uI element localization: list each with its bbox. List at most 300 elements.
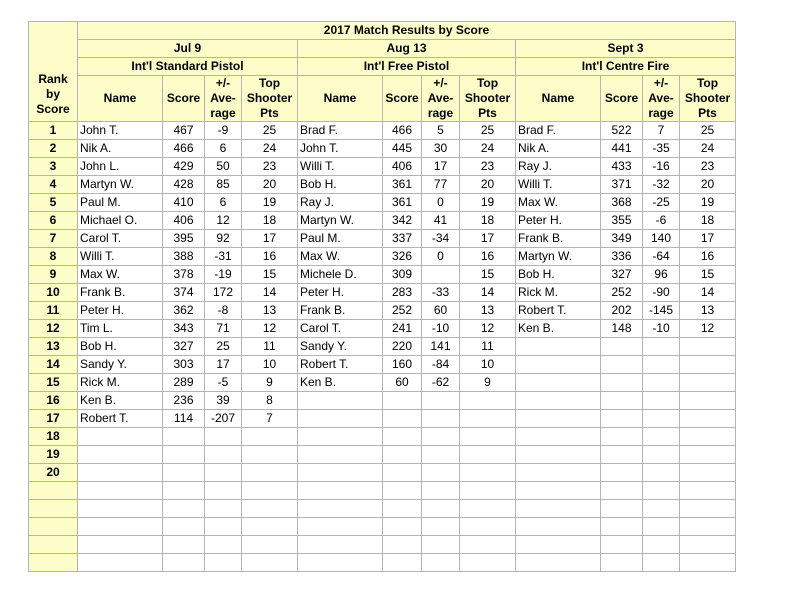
pts-cell: 12 <box>242 320 298 338</box>
rank-cell: 3 <box>29 158 78 176</box>
name-cell: Ray J. <box>298 194 383 212</box>
name-cell <box>298 482 383 500</box>
name-cell: Bob H. <box>298 176 383 194</box>
match-date-1: Jul 9 <box>78 40 298 58</box>
avg-cell: -33 <box>422 284 460 302</box>
pts-header-line-2: Shooter <box>684 91 731 105</box>
name-cell <box>516 464 601 482</box>
score-cell <box>383 518 422 536</box>
name-cell: Michele D. <box>298 266 383 284</box>
pts-header-1 <box>242 76 298 122</box>
name-header-3 <box>516 76 601 122</box>
pts-cell: 15 <box>680 266 736 284</box>
rank-cell <box>29 482 78 500</box>
name-cell <box>516 446 601 464</box>
score-cell: 433 <box>601 158 643 176</box>
score-cell <box>601 374 643 392</box>
rank-cell <box>29 518 78 536</box>
pts-cell: 20 <box>460 176 516 194</box>
name-cell: Sandy Y. <box>78 356 163 374</box>
name-cell: Max W. <box>78 266 163 284</box>
rank-cell: 13 <box>29 338 78 356</box>
pts-cell: 10 <box>460 356 516 374</box>
pts-cell <box>242 464 298 482</box>
pts-cell: 17 <box>242 230 298 248</box>
score-cell: 327 <box>163 338 205 356</box>
pts-cell <box>242 500 298 518</box>
score-cell <box>383 446 422 464</box>
pts-cell <box>242 518 298 536</box>
pts-cell <box>680 482 736 500</box>
avg-cell <box>643 428 680 446</box>
name-cell: Paul M. <box>78 194 163 212</box>
avg-header-line-1: +/- <box>433 76 448 90</box>
score-cell: 371 <box>601 176 643 194</box>
pts-header-line-1: Top <box>696 76 719 90</box>
avg-cell <box>205 500 242 518</box>
name-cell <box>78 482 163 500</box>
score-cell: 252 <box>383 302 422 320</box>
name-header-1 <box>78 76 163 122</box>
avg-cell <box>422 446 460 464</box>
avg-cell: -31 <box>205 248 242 266</box>
table-row <box>29 194 736 212</box>
pts-cell: 18 <box>680 212 736 230</box>
pts-cell: 8 <box>242 392 298 410</box>
match-event-1: Int'l Standard Pistol <box>78 58 298 76</box>
score-cell <box>163 428 205 446</box>
rank-cell: 19 <box>29 446 78 464</box>
name-header-text: Name <box>323 91 357 105</box>
sheet-title: 2017 Match Results by Score <box>78 22 736 40</box>
avg-cell: 0 <box>422 248 460 266</box>
pts-cell <box>460 482 516 500</box>
pts-cell: 19 <box>242 194 298 212</box>
pts-header-line-3: Pts <box>260 106 279 120</box>
match-event-2: Int'l Free Pistol <box>298 58 516 76</box>
pts-cell <box>680 392 736 410</box>
score-cell <box>601 536 643 554</box>
pts-cell: 20 <box>242 176 298 194</box>
avg-cell <box>643 392 680 410</box>
avg-cell <box>643 338 680 356</box>
score-cell: 202 <box>601 302 643 320</box>
avg-cell: -10 <box>643 320 680 338</box>
name-cell: Nik A. <box>78 140 163 158</box>
avg-cell: -5 <box>205 374 242 392</box>
avg-cell <box>422 536 460 554</box>
pts-cell: 24 <box>680 140 736 158</box>
avg-cell <box>205 464 242 482</box>
avg-cell: 30 <box>422 140 460 158</box>
pts-cell: 20 <box>680 176 736 194</box>
name-cell: Carol T. <box>298 320 383 338</box>
rank-header-line-1: Rank <box>38 72 68 86</box>
score-cell <box>163 446 205 464</box>
name-cell: Martyn W. <box>78 176 163 194</box>
avg-header-line-1: +/- <box>215 76 231 90</box>
avg-cell <box>422 482 460 500</box>
pts-cell <box>680 356 736 374</box>
pts-cell: 16 <box>680 248 736 266</box>
avg-cell: -34 <box>422 230 460 248</box>
table-row <box>29 212 736 230</box>
score-cell: 355 <box>601 212 643 230</box>
score-cell: 343 <box>163 320 205 338</box>
pts-header-line-3: Pts <box>698 106 717 120</box>
table-row <box>29 482 736 500</box>
rank-cell: 15 <box>29 374 78 392</box>
avg-cell: -9 <box>205 122 242 140</box>
avg-cell: 0 <box>422 194 460 212</box>
pts-cell <box>680 428 736 446</box>
table-row <box>29 284 736 302</box>
rank-cell: 14 <box>29 356 78 374</box>
pts-cell: 12 <box>460 320 516 338</box>
score-cell <box>163 518 205 536</box>
score-cell: 388 <box>163 248 205 266</box>
avg-cell: -16 <box>643 158 680 176</box>
avg-cell: -35 <box>643 140 680 158</box>
pts-cell <box>680 446 736 464</box>
avg-cell <box>205 554 242 572</box>
avg-cell <box>422 554 460 572</box>
pts-cell: 15 <box>242 266 298 284</box>
avg-cell: -84 <box>422 356 460 374</box>
score-header-text: Score <box>604 91 639 105</box>
pts-cell: 17 <box>460 230 516 248</box>
pts-cell <box>460 536 516 554</box>
pts-cell: 24 <box>460 140 516 158</box>
score-cell: 361 <box>383 194 422 212</box>
score-cell: 309 <box>383 266 422 284</box>
name-cell <box>516 518 601 536</box>
pts-cell: 16 <box>460 248 516 266</box>
name-cell: John L. <box>78 158 163 176</box>
match-event-3: Int'l Centre Fire <box>516 58 736 76</box>
avg-header-line-1: +/- <box>653 76 669 90</box>
pts-cell <box>680 374 736 392</box>
pts-cell <box>680 554 736 572</box>
score-cell: 327 <box>601 266 643 284</box>
table-row <box>29 176 736 194</box>
score-cell: 466 <box>383 122 422 140</box>
pts-header-3 <box>680 76 736 122</box>
avg-header-line-3: rage <box>427 106 454 120</box>
pts-cell <box>242 428 298 446</box>
pts-cell: 25 <box>680 122 736 140</box>
score-cell <box>601 500 643 518</box>
avg-cell <box>205 482 242 500</box>
pts-cell <box>242 554 298 572</box>
table-row <box>29 338 736 356</box>
score-cell: 326 <box>383 248 422 266</box>
name-cell: Tim L. <box>78 320 163 338</box>
score-cell: 395 <box>163 230 205 248</box>
score-cell: 220 <box>383 338 422 356</box>
avg-cell: -19 <box>205 266 242 284</box>
pts-cell <box>460 410 516 428</box>
avg-cell <box>643 464 680 482</box>
avg-cell: 7 <box>643 122 680 140</box>
name-cell <box>78 446 163 464</box>
pts-cell: 13 <box>242 302 298 320</box>
avg-cell: -62 <box>422 374 460 392</box>
score-header-3 <box>601 76 643 122</box>
score-cell <box>601 482 643 500</box>
pts-cell: 11 <box>242 338 298 356</box>
pts-cell: 13 <box>460 302 516 320</box>
name-cell: Martyn W. <box>298 212 383 230</box>
pts-header-line-1: Top <box>476 76 499 90</box>
name-cell: Carol T. <box>78 230 163 248</box>
name-header-2 <box>298 76 383 122</box>
name-cell: Frank B. <box>78 284 163 302</box>
avg-cell <box>643 410 680 428</box>
avg-cell: 41 <box>422 212 460 230</box>
score-cell: 445 <box>383 140 422 158</box>
pts-cell: 7 <box>242 410 298 428</box>
pts-cell: 14 <box>242 284 298 302</box>
table-row <box>29 158 736 176</box>
name-cell: Peter H. <box>298 284 383 302</box>
pts-cell <box>460 518 516 536</box>
rank-cell: 18 <box>29 428 78 446</box>
rank-cell: 8 <box>29 248 78 266</box>
pts-cell <box>460 392 516 410</box>
name-cell <box>298 554 383 572</box>
name-cell <box>516 338 601 356</box>
rank-cell: 4 <box>29 176 78 194</box>
score-cell: 342 <box>383 212 422 230</box>
score-header-2 <box>383 76 422 122</box>
avg-cell <box>205 446 242 464</box>
score-cell: 378 <box>163 266 205 284</box>
name-cell: Peter H. <box>78 302 163 320</box>
rank-cell: 2 <box>29 140 78 158</box>
avg-header-line-2: Ave- <box>427 91 454 105</box>
avg-cell <box>643 500 680 518</box>
name-cell <box>516 392 601 410</box>
avg-cell: 5 <box>422 122 460 140</box>
avg-cell: 60 <box>422 302 460 320</box>
name-cell <box>516 536 601 554</box>
pts-cell <box>460 446 516 464</box>
name-cell <box>516 482 601 500</box>
avg-cell: 12 <box>205 212 242 230</box>
pts-cell <box>680 338 736 356</box>
name-cell <box>298 410 383 428</box>
pts-cell: 19 <box>680 194 736 212</box>
avg-header-line-3: rage <box>648 106 674 120</box>
table-row <box>29 320 736 338</box>
name-cell: Willi T. <box>516 176 601 194</box>
avg-cell: 6 <box>205 194 242 212</box>
name-cell: Ken B. <box>78 392 163 410</box>
pts-cell <box>460 464 516 482</box>
score-cell: 236 <box>163 392 205 410</box>
pts-cell: 23 <box>680 158 736 176</box>
score-cell: 374 <box>163 284 205 302</box>
avg-cell <box>422 392 460 410</box>
score-cell <box>163 482 205 500</box>
name-cell: Willi T. <box>78 248 163 266</box>
score-cell <box>383 500 422 518</box>
avg-cell: 172 <box>205 284 242 302</box>
name-cell <box>78 554 163 572</box>
pts-cell <box>680 536 736 554</box>
avg-cell <box>422 428 460 446</box>
pts-cell: 24 <box>242 140 298 158</box>
avg-cell <box>422 518 460 536</box>
score-cell: 289 <box>163 374 205 392</box>
score-cell <box>601 446 643 464</box>
name-cell <box>298 464 383 482</box>
name-cell: Robert T. <box>298 356 383 374</box>
pts-cell: 12 <box>680 320 736 338</box>
avg-cell <box>205 536 242 554</box>
pts-cell: 9 <box>460 374 516 392</box>
rank-cell: 7 <box>29 230 78 248</box>
rank-header-line-2: by <box>45 87 60 101</box>
score-cell <box>163 500 205 518</box>
avg-cell: 25 <box>205 338 242 356</box>
results-grid <box>28 21 736 572</box>
pts-cell: 10 <box>242 356 298 374</box>
score-cell <box>383 482 422 500</box>
avg-cell: -90 <box>643 284 680 302</box>
score-header-text: Score <box>385 91 419 105</box>
avg-cell: 50 <box>205 158 242 176</box>
avg-cell: 96 <box>643 266 680 284</box>
name-cell <box>298 392 383 410</box>
name-cell: Robert T. <box>78 410 163 428</box>
match-date-3: Sept 3 <box>516 40 736 58</box>
avg-cell: 77 <box>422 176 460 194</box>
avg-cell <box>643 536 680 554</box>
name-cell <box>298 500 383 518</box>
name-cell <box>298 446 383 464</box>
score-cell: 337 <box>383 230 422 248</box>
pts-cell: 13 <box>680 302 736 320</box>
name-cell: Paul M. <box>298 230 383 248</box>
pts-header-2 <box>460 76 516 122</box>
score-cell <box>383 464 422 482</box>
rank-cell: 10 <box>29 284 78 302</box>
table-row <box>29 302 736 320</box>
pts-header-line-2: Shooter <box>464 91 511 105</box>
table-row <box>29 392 736 410</box>
name-cell <box>516 428 601 446</box>
name-cell: Max W. <box>516 194 601 212</box>
rank-cell: 11 <box>29 302 78 320</box>
name-cell <box>298 428 383 446</box>
score-cell: 283 <box>383 284 422 302</box>
avg-cell: 71 <box>205 320 242 338</box>
score-cell <box>383 392 422 410</box>
name-cell: Peter H. <box>516 212 601 230</box>
avg-header-line-3: rage <box>210 106 236 120</box>
score-cell <box>601 392 643 410</box>
score-cell: 60 <box>383 374 422 392</box>
avg-cell <box>643 374 680 392</box>
table-row <box>29 500 736 518</box>
name-cell: Willi T. <box>298 158 383 176</box>
avg-cell <box>643 356 680 374</box>
table-row <box>29 464 736 482</box>
table-row <box>29 518 736 536</box>
score-cell <box>601 554 643 572</box>
avg-header-line-2: Ave- <box>648 91 674 105</box>
pts-header-line-1: Top <box>258 76 281 90</box>
avg-cell <box>422 410 460 428</box>
pts-cell <box>242 536 298 554</box>
rank-cell <box>29 500 78 518</box>
score-cell: 303 <box>163 356 205 374</box>
table-row <box>29 428 736 446</box>
name-cell: Robert T. <box>516 302 601 320</box>
avg-cell: -6 <box>643 212 680 230</box>
name-cell: Sandy Y. <box>298 338 383 356</box>
avg-cell: -64 <box>643 248 680 266</box>
table-row <box>29 140 736 158</box>
rank-cell: 6 <box>29 212 78 230</box>
name-cell: Ken B. <box>298 374 383 392</box>
pts-cell: 9 <box>242 374 298 392</box>
pts-cell: 17 <box>680 230 736 248</box>
pts-cell: 14 <box>460 284 516 302</box>
score-cell: 336 <box>601 248 643 266</box>
name-cell: Brad F. <box>298 122 383 140</box>
rank-header <box>29 22 78 122</box>
score-cell: 428 <box>163 176 205 194</box>
avg-header-1 <box>205 76 242 122</box>
name-cell: Max W. <box>298 248 383 266</box>
avg-header-2 <box>422 76 460 122</box>
score-cell: 522 <box>601 122 643 140</box>
score-cell: 160 <box>383 356 422 374</box>
name-cell: John T. <box>78 122 163 140</box>
score-cell: 406 <box>383 158 422 176</box>
avg-cell: 140 <box>643 230 680 248</box>
pts-cell: 11 <box>460 338 516 356</box>
rank-cell <box>29 536 78 554</box>
score-cell: 441 <box>601 140 643 158</box>
name-cell <box>516 554 601 572</box>
name-cell: Bob H. <box>516 266 601 284</box>
table-row <box>29 122 736 140</box>
pts-cell <box>680 464 736 482</box>
rank-cell: 17 <box>29 410 78 428</box>
name-cell <box>78 464 163 482</box>
avg-cell <box>643 482 680 500</box>
match-date-2: Aug 13 <box>298 40 516 58</box>
score-cell <box>163 554 205 572</box>
avg-header-3 <box>643 76 680 122</box>
avg-cell: -25 <box>643 194 680 212</box>
avg-cell: 6 <box>205 140 242 158</box>
score-cell <box>383 410 422 428</box>
rank-cell <box>29 554 78 572</box>
table-row <box>29 410 736 428</box>
pts-cell: 16 <box>242 248 298 266</box>
score-cell <box>601 428 643 446</box>
score-cell <box>163 536 205 554</box>
score-cell <box>601 338 643 356</box>
rank-cell: 12 <box>29 320 78 338</box>
pts-cell: 14 <box>680 284 736 302</box>
rank-cell: 16 <box>29 392 78 410</box>
